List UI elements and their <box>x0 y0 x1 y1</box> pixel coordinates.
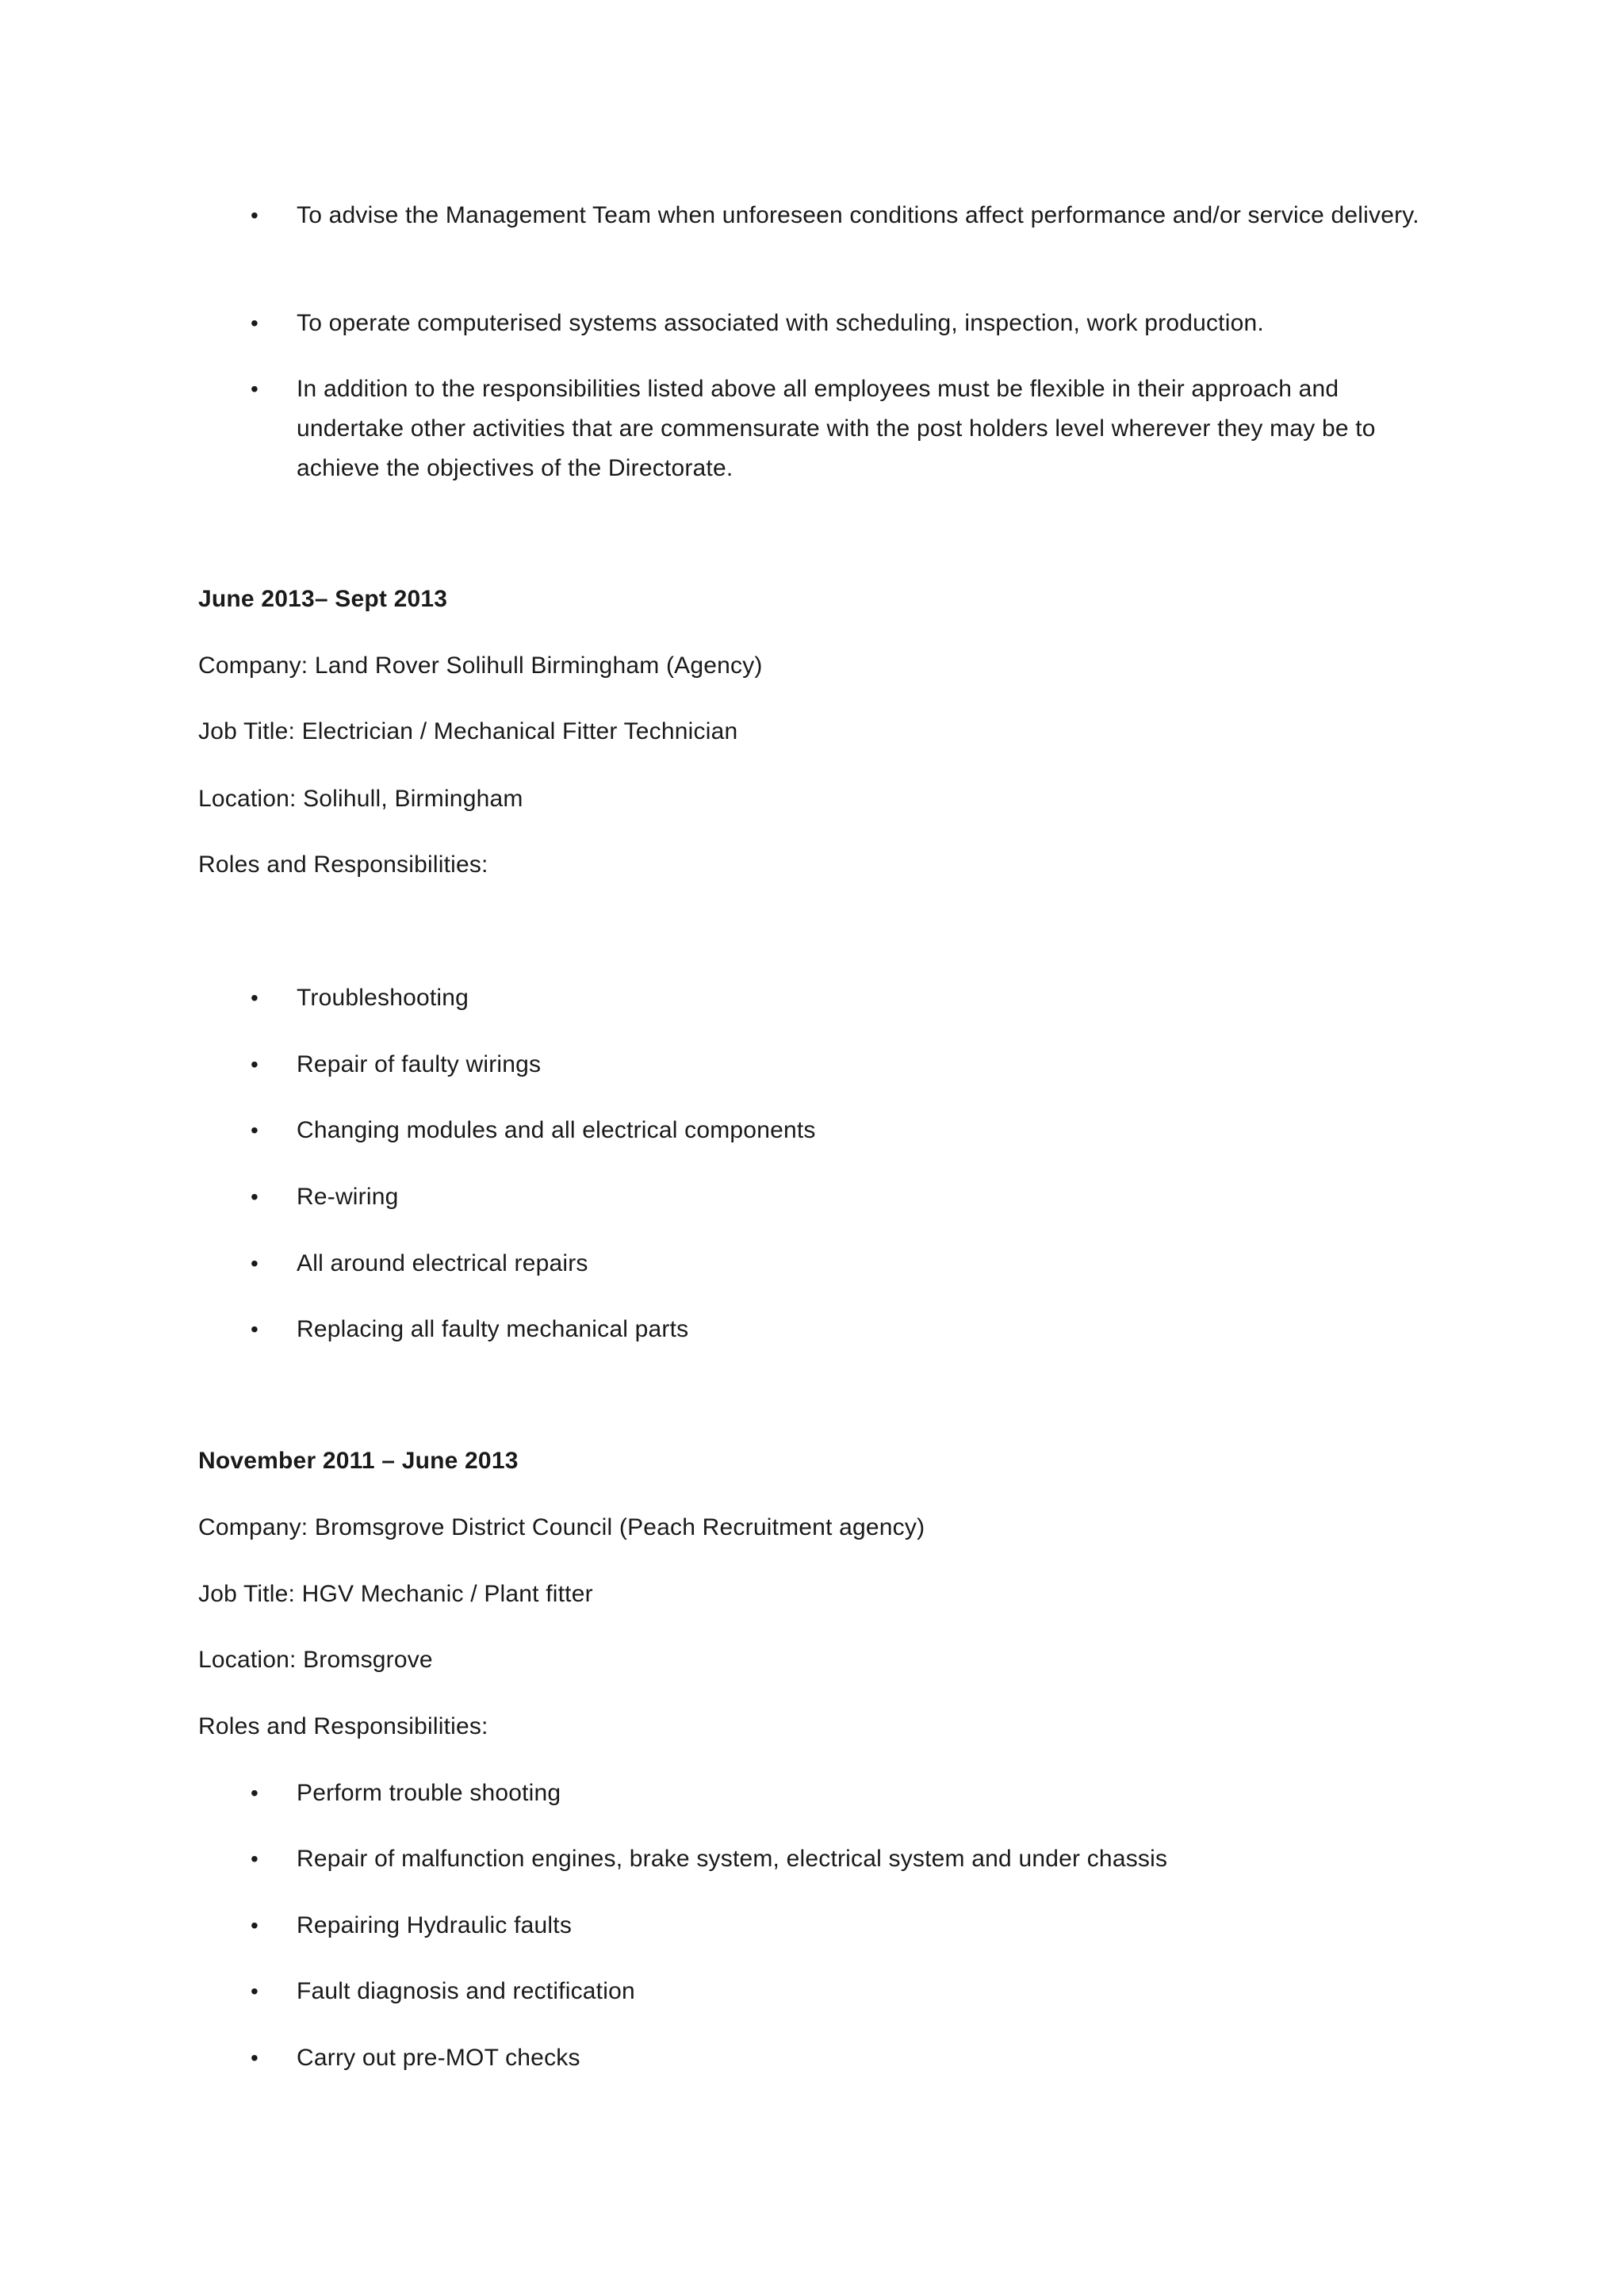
job-dates-heading: November 2011 – June 2013 <box>198 1448 519 1474</box>
roles-heading: Roles and Responsibilities: <box>198 851 488 878</box>
list-item-text: Changing modules and all electrical components <box>297 1117 816 1143</box>
bullet-icon: • <box>251 1846 259 1871</box>
list-item-text: Carry out pre-MOT checks <box>297 2045 580 2071</box>
list-item-text: Repair of malfunction engines, brake system, electrical system and under chassis <box>297 1846 1168 1872</box>
bullet-icon: • <box>251 1118 259 1142</box>
bullet-icon: • <box>251 1317 259 1341</box>
job-company: Company: Bromsgrove District Council (Peach Recruitment agency) <box>198 1514 925 1540</box>
bullet-icon: • <box>251 311 259 335</box>
bullet-icon: • <box>251 1979 259 2003</box>
list-item-text: All around electrical repairs <box>297 1250 588 1276</box>
job-title: Job Title: Electrician / Mechanical Fitter Technician <box>198 718 738 744</box>
bullet-icon: • <box>251 1781 259 1805</box>
list-item-text: Troubleshooting <box>297 985 469 1011</box>
bullet-icon: • <box>251 377 259 401</box>
list-item-text: To advise the Management Team when unforeseen conditions affect performance and/or service delivery. <box>297 202 1419 228</box>
bullet-icon: • <box>251 1184 259 1209</box>
list-item-text: Repairing Hydraulic faults <box>297 1912 573 1938</box>
job-company: Company: Land Rover Solihull Birmingham (Agency) <box>198 652 763 679</box>
bullet-icon: • <box>251 1052 259 1077</box>
list-item-text: Perform trouble shooting <box>297 1780 561 1806</box>
list-item-text: To operate computerised systems associated with scheduling, inspection, work production. <box>297 310 1264 336</box>
bullet-icon: • <box>251 2045 259 2070</box>
list-item-text: Replacing all faulty mechanical parts <box>297 1316 689 1342</box>
job-location: Location: Bromsgrove <box>198 1647 433 1673</box>
bullet-icon: • <box>251 1913 259 1938</box>
list-item-text: Fault diagnosis and rectification <box>297 1978 635 2004</box>
job-title: Job Title: HGV Mechanic / Plant fitter <box>198 1581 593 1607</box>
list-item-text: Re-wiring <box>297 1184 399 1210</box>
bullet-icon: • <box>251 985 259 1010</box>
job-location: Location: Solihull, Birmingham <box>198 786 523 812</box>
bullet-icon: • <box>251 1251 259 1276</box>
list-item-text: In addition to the responsibilities listed above all employees must be flexible in their approach and undertake other activities that are commensurate with the post holders level wherever they may be to achieve the objectives of the Directorate. <box>297 376 1376 481</box>
bullet-icon: • <box>251 203 259 228</box>
job-dates-heading: June 2013– Sept 2013 <box>198 586 448 612</box>
roles-heading: Roles and Responsibilities: <box>198 1713 488 1739</box>
list-item-text: Repair of faulty wirings <box>297 1051 542 1077</box>
